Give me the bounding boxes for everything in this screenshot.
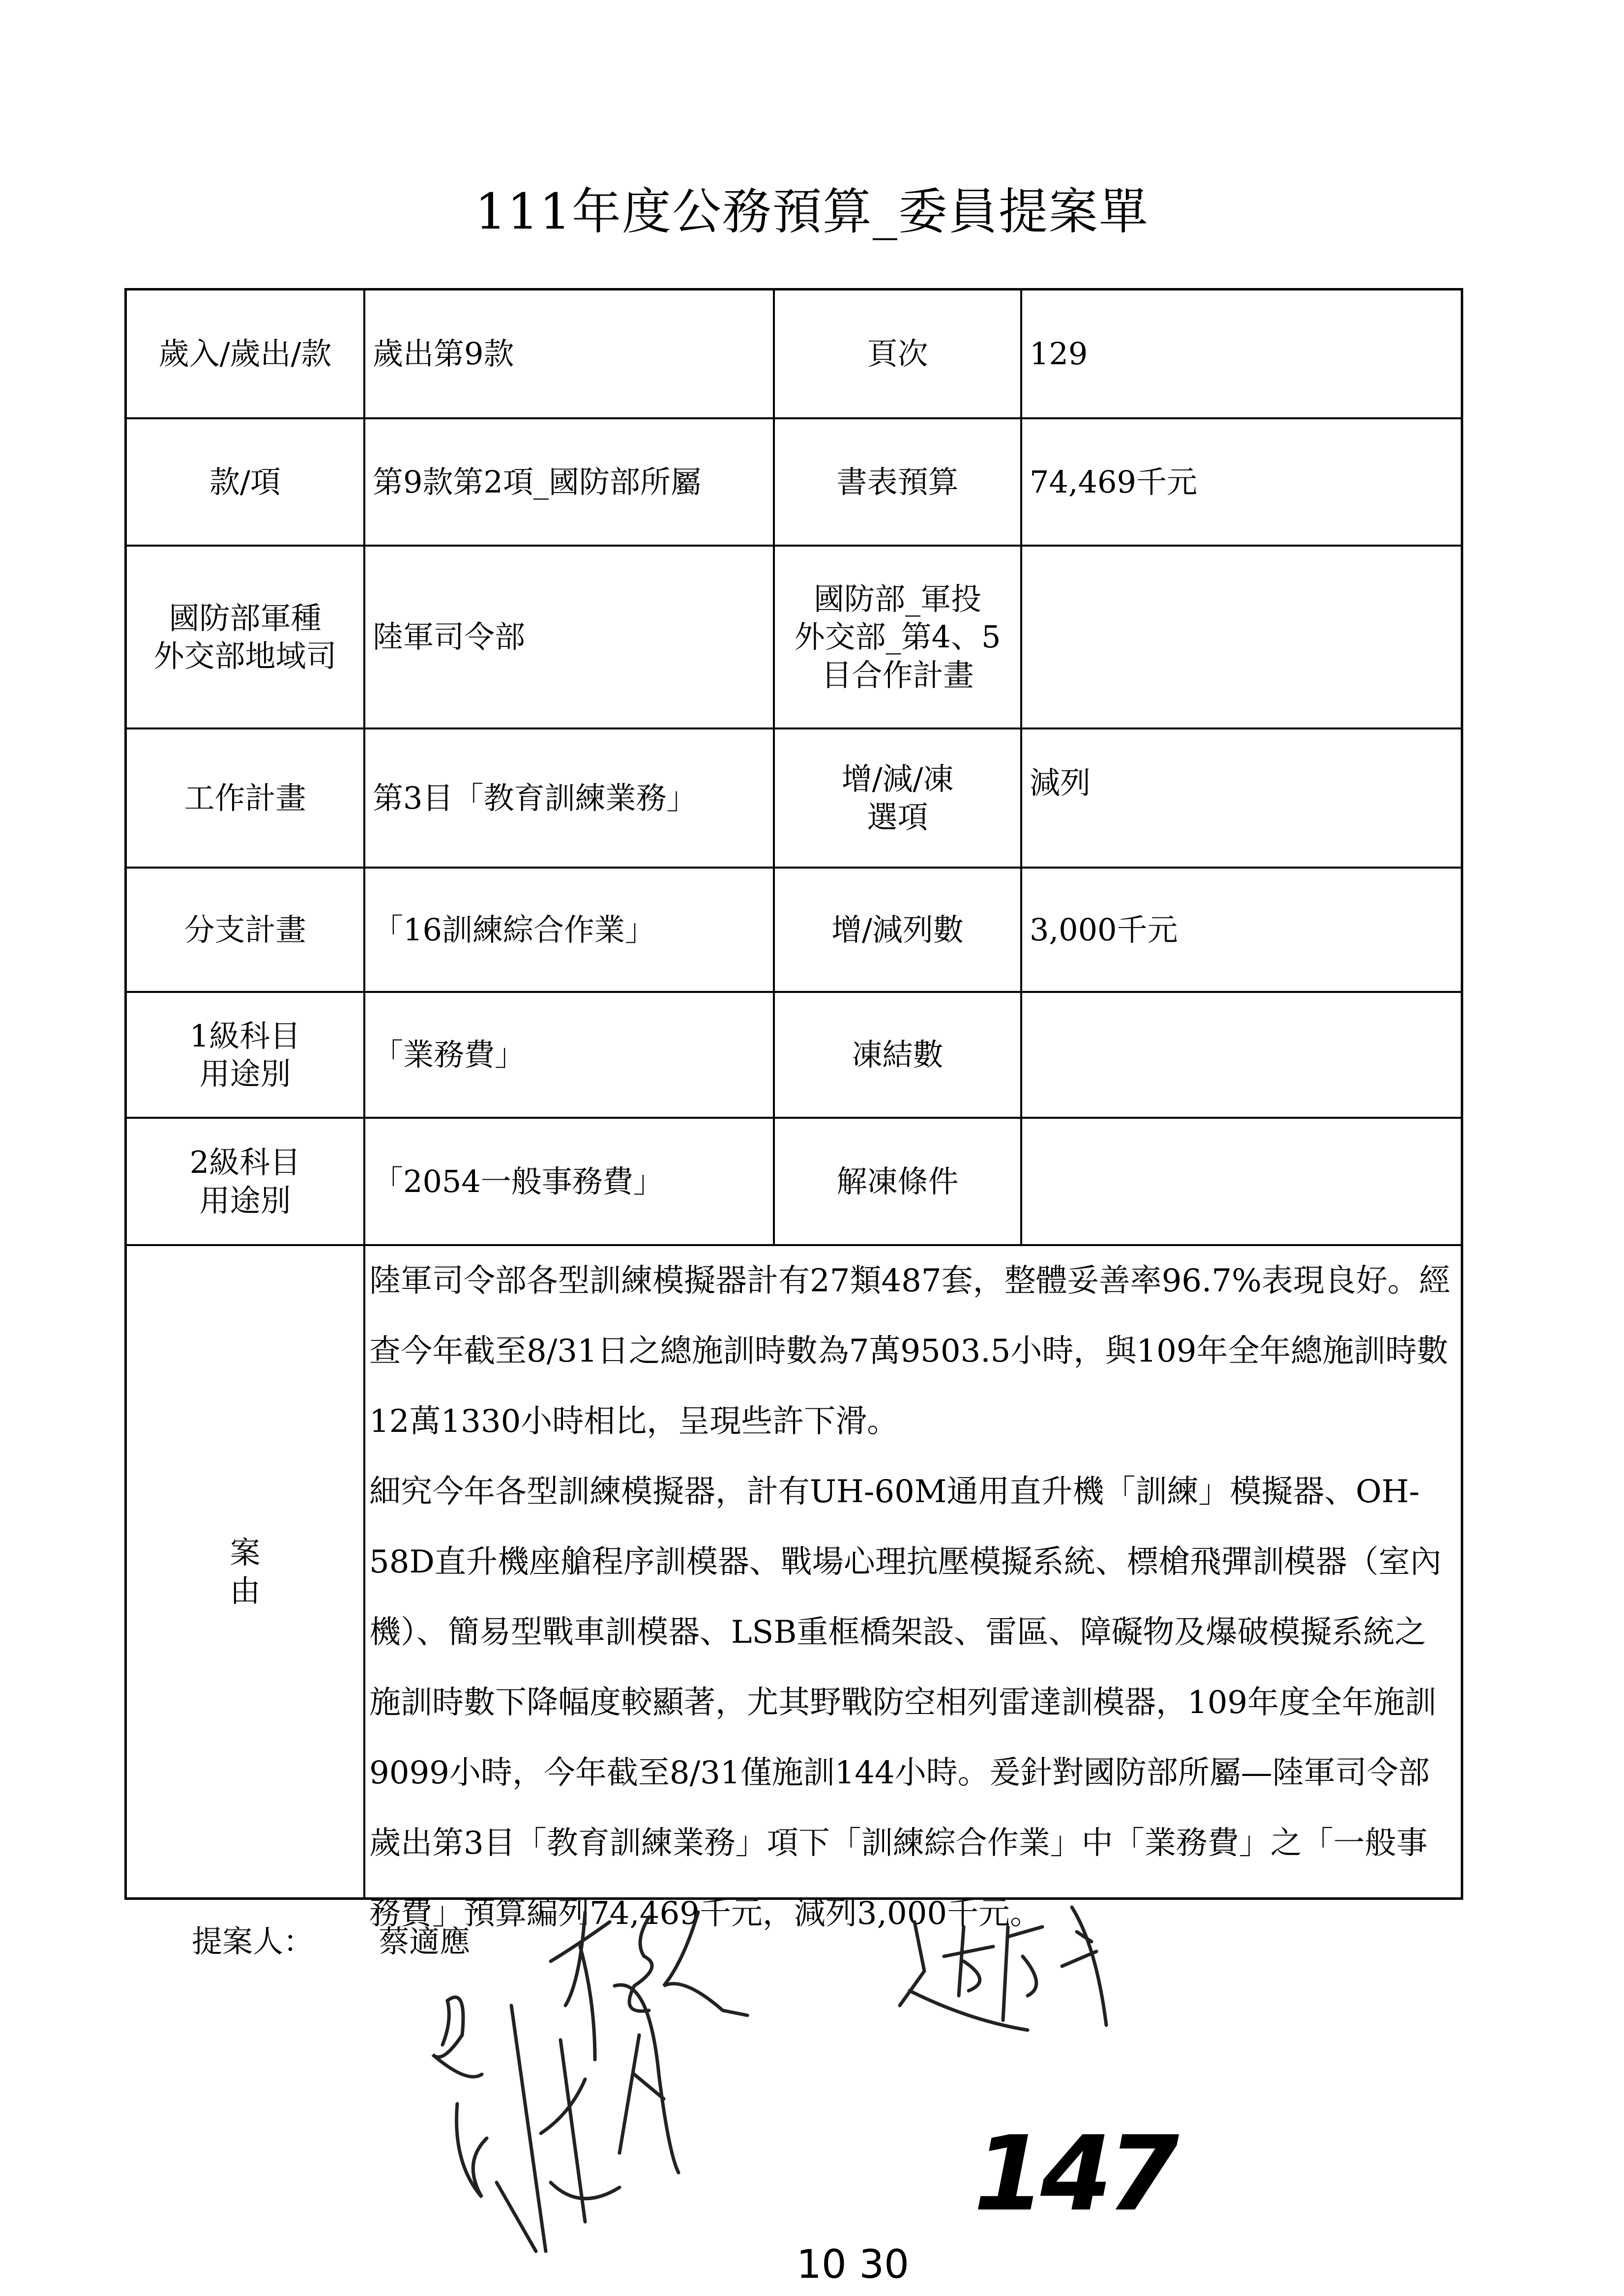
field-value: 歲出第9款	[365, 291, 775, 417]
proposer-name: 蔡適應	[379, 1925, 471, 1959]
proposer-label: 提案人：	[192, 1925, 314, 1959]
field-value	[1022, 1119, 1461, 1244]
handwritten-number: 147	[974, 2114, 1175, 2234]
field-label: 1級科目 用途別	[127, 993, 365, 1117]
field-label: 解凍條件	[775, 1119, 1022, 1244]
field-value: 減列	[1030, 765, 1091, 801]
signature-3	[423, 1976, 728, 2291]
field-label: 書表預算	[775, 419, 1022, 545]
table-row	[127, 993, 1461, 1119]
table-row	[127, 869, 1461, 993]
table-row	[127, 729, 1461, 869]
field-label: 歲入/歲出/款	[127, 291, 365, 417]
field-label: 分支計畫	[127, 869, 365, 991]
reason-label	[127, 1246, 365, 1897]
field-label: 款/項	[127, 419, 365, 545]
field-value	[1022, 547, 1461, 727]
field-value: 74,469千元	[1030, 464, 1197, 500]
field-value: 陸軍司令部	[365, 547, 775, 727]
field-value	[1022, 993, 1461, 1117]
reason-label-text: 案由	[230, 1535, 320, 1609]
field-label: 工作計畫	[127, 729, 365, 867]
reason-body	[365, 1246, 1461, 1932]
signature-2	[880, 1897, 1165, 2045]
field-label: 增/減/凍 選項	[775, 729, 1022, 867]
field-label: 增/減列數	[775, 869, 1022, 991]
reason-row	[127, 1246, 1461, 1932]
reason-paragraph: 細究今年各型訓練模擬器，計有UH-60M通用直升機「訓練」模擬器、OH-58D直升機座艙程序訓模器、戰場心理抗壓模擬系統、標槍飛彈訓模器（室內機）、簡易型戰車訓模器、LSB重框橋架設、雷區、障礙物及爆破模擬系統之施訓時數下降幅度較顯著，尤其野戰防空相列雷達訓模器，109年度全年施訓9099小時，今年截至8/31僅施訓144小時。爰針對國防部所屬—陸軍司令部歲出第3目「教育訓練業務」項下「訓練綜合作業」中「業務費」之「一般事務費」預算編列74,469千元，減列3,000千元。	[369, 1474, 1442, 1932]
field-value: 3,000千元	[1030, 911, 1178, 948]
field-label: 國防部軍種 外交部地域司	[127, 547, 365, 727]
field-value: 第3目「教育訓練業務」	[365, 729, 775, 867]
table-row	[127, 291, 1461, 419]
table-row	[127, 419, 1461, 547]
field-label: 國防部_軍投 外交部_第4、5 目合作計畫	[775, 547, 1022, 727]
document-title: 111年度公務預算_委員提案單	[475, 183, 1149, 240]
field-label: 頁次	[775, 291, 1022, 417]
table-row	[127, 1119, 1461, 1246]
reason-paragraph: 陸軍司令部各型訓練模擬器計有27類487套，整體妥善率96.7%表現良好。經查今年截至8/31日之總施訓時數為7萬9503.5小時，與109年全年總施訓時數12萬1330小時相比，呈現些許下滑。	[369, 1263, 1450, 1440]
field-value: 「業務費」	[365, 993, 775, 1117]
field-value: 129	[1030, 336, 1088, 372]
handwritten-date: 10 30	[797, 2241, 910, 2287]
proposal-table	[124, 288, 1463, 1932]
field-label: 2級科目 用途別	[127, 1119, 365, 1244]
field-label: 凍結數	[775, 993, 1022, 1117]
field-value: 「16訓練綜合作業」	[365, 869, 775, 991]
field-value: 第9款第2項_國防部所屬	[365, 419, 775, 545]
field-value: 「2054一般事務費」	[365, 1119, 775, 1244]
table-row	[127, 547, 1461, 729]
